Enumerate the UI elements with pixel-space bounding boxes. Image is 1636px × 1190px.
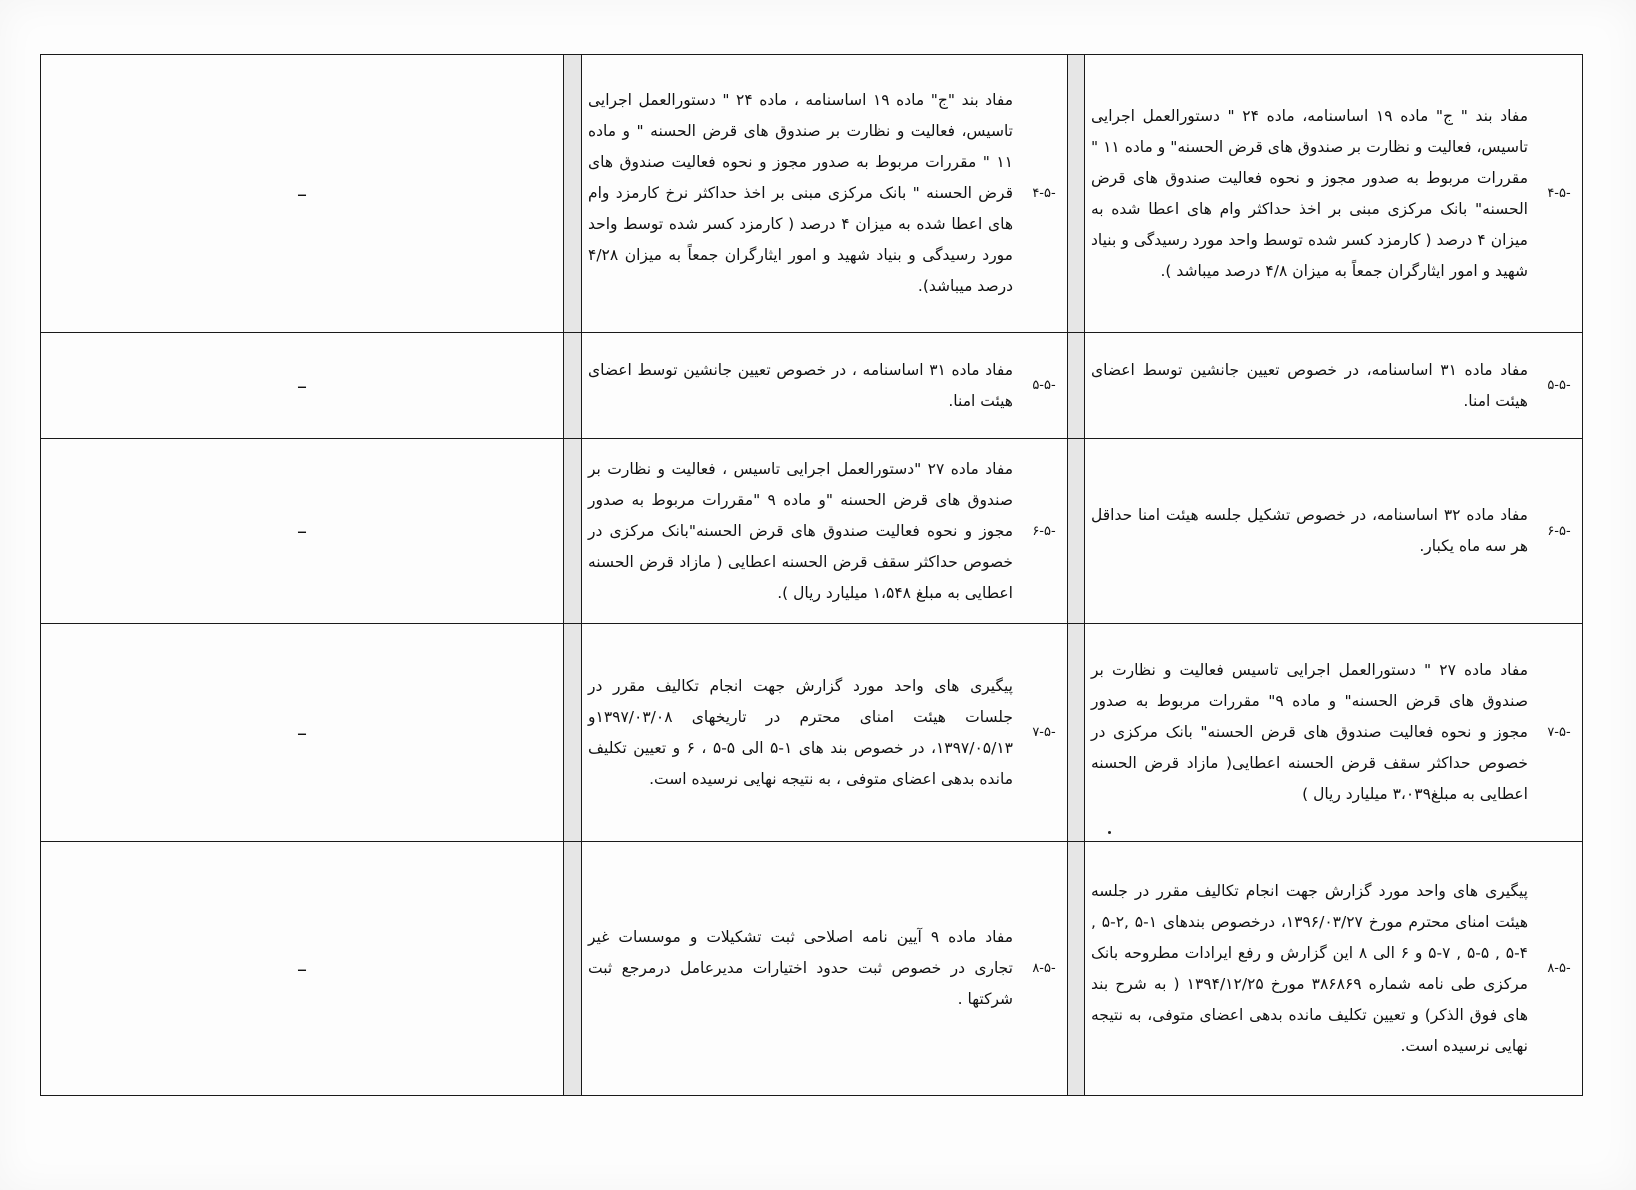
item-number: ۸-۵- xyxy=(1032,961,1056,977)
table-row xyxy=(41,623,1583,841)
finding-text: مفاد ماده ۳۱ اساسنامه، در خصوص تعیین جانشین توسط اعضای هیئت امنا. xyxy=(1091,360,1529,410)
item-number: ۴-۵- xyxy=(1032,186,1056,202)
scan-speck xyxy=(1108,831,1111,834)
finding-text: مفاد بند " ج" ماده ۱۹ اساسنامه، ماده ۲۴ " دستورالعمل اجرایی تاسیس، فعالیت و نظارت بر صندوق های قرض الحسنه" و ماده ۱۱ " مقررات مربوط به صدور مجوز و نحوه فعالیت صندوق های قرض الحسنه" بانک مرکزی مبنی بر اخذ حداکثر وام های اعطا شده به میزان ۴ درصد ( کارمزد کسر شده توسط واحد مورد رسیدگی و بنیاد شهید و امور ایثارگران جمعاً به میزان ۴/۸ درصد میباشد ). xyxy=(1091,106,1528,280)
followup-cell xyxy=(582,55,1068,333)
column-separator xyxy=(1068,333,1085,439)
followup-cell xyxy=(582,333,1068,439)
item-number: ۵-۵- xyxy=(1032,378,1056,394)
item-number: ۶-۵- xyxy=(1032,523,1056,539)
column-separator xyxy=(1068,842,1085,1096)
table-row xyxy=(41,842,1583,1096)
table-row xyxy=(41,55,1583,333)
column-separator xyxy=(564,623,582,841)
empty-dash: – xyxy=(297,956,307,981)
finding-text: مفاد ماده ۲۷ " دستورالعمل اجرایی تاسیس فعالیت و نظارت بر صندوق های قرض الحسنه" و ماده ۹" مقررات مربوط به صدور مجوز و نحوه فعالیت صندوق های قرض الحسنه" بانک مرکزی در خصوص حداکثر سقف قرض الحسنه اعطایی( مازاد قرض الحسنه اعطایی به مبلغ۳،۰۳۹ میلیارد ریال ) xyxy=(1091,661,1528,803)
item-number: ۷-۵- xyxy=(1032,725,1056,740)
followup-cell xyxy=(582,623,1068,841)
column-separator xyxy=(564,333,582,439)
finding-cell xyxy=(1085,333,1583,439)
followup-text: پیگیری های واحد مورد گزارش جهت انجام تکالیف مقرر در جلسات هیئت امنای محترم در تاریخهای ۱۳۹۷/۰۳/۰۸و ۱۳۹۷/۰۵/۱۳، در خصوص بند های ۱-۵ الی ۵-۵ ، ۶ و تعیین تکلیف مانده بدهی اعضای متوفی ، به نتیجه نهایی نرسیده است. xyxy=(588,676,1013,788)
finding-cell xyxy=(1085,439,1583,624)
column-separator xyxy=(564,55,582,333)
remarks-cell xyxy=(41,333,564,439)
followup-text: مفاد ماده ۲۷ "دستورالعمل اجرایی تاسیس ، فعالیت و نظارت بر صندوق های قرض الحسنه "و ماده ۹ "مقررات مربوط به صدور مجوز و نحوه فعالیت صندوق های قرض الحسنه"بانک مرکزی در خصوص حداکثر سقف قرض الحسنه اعطایی ( مازاد قرض الحسنه اعطایی به مبلغ ۱،۵۴۸ میلیارد ریال ). xyxy=(588,459,1013,602)
table-row xyxy=(41,333,1583,439)
column-separator xyxy=(1068,623,1085,841)
finding-cell xyxy=(1085,842,1583,1096)
item-number: ۴-۵- xyxy=(1547,186,1571,202)
findings-table xyxy=(40,54,1583,1096)
finding-cell xyxy=(1085,623,1583,841)
finding-cell xyxy=(1085,55,1583,333)
column-separator xyxy=(1068,55,1085,333)
table-row xyxy=(41,439,1583,624)
column-separator xyxy=(1068,439,1085,624)
item-number: ۶-۵- xyxy=(1547,523,1571,539)
empty-dash: – xyxy=(297,720,307,745)
followup-text: مفاد ماده ۳۱ اساسنامه ، در خصوص تعیین جانشین توسط اعضای هیئت امنا. xyxy=(588,360,1013,410)
item-number: ۸-۵- xyxy=(1547,961,1571,977)
column-separator xyxy=(564,439,582,624)
remarks-cell xyxy=(41,55,564,333)
item-number: ۵-۵- xyxy=(1547,378,1571,394)
remarks-cell xyxy=(41,623,564,841)
finding-text: پیگیری های واحد مورد گزارش جهت انجام تکالیف مقرر در جلسه هیئت امنای محترم مورخ ۱۳۹۶/۰۳/۲۷، درخصوص بندهای ۱-۵ ,۲-۵ , ۴-۵ , ۵-۵ , ۷-۵ و ۶ الی ۸ این گزارش و رفع ایرادات مطروحه بانک مرکزی طی نامه شماره ۳۸۶۸۶۹ مورخ ۱۳۹۴/۱۲/۲۵ ( به شرح بند های فوق الذکر) و تعیین تکلیف مانده بدهی اعضای متوفی، به نتیجه نهایی نرسیده است. xyxy=(1091,881,1528,1055)
empty-dash: – xyxy=(297,373,307,398)
empty-dash: – xyxy=(297,181,307,206)
followup-cell xyxy=(582,842,1068,1096)
empty-dash: – xyxy=(297,519,307,544)
followup-text: مفاد ماده ۹ آیین نامه اصلاحی ثبت تشکیلات و موسسات غیر تجاری در خصوص ثبت حدود اختیارات مدیرعامل درمرجع ثبت شرکتها . xyxy=(588,928,1013,1009)
column-separator xyxy=(564,842,582,1096)
followup-cell xyxy=(582,439,1068,624)
item-number: ۷-۵- xyxy=(1547,725,1571,740)
remarks-cell xyxy=(41,439,564,624)
followup-text: مفاد بند "ج" ماده ۱۹ اساسنامه ، ماده ۲۴ " دستورالعمل اجرایی تاسیس، فعالیت و نظارت بر صندوق های قرض الحسنه " و ماده ۱۱ " مقررات مربوط به صدور مجوز و نحوه فعالیت صندوق های قرض الحسنه " بانک مرکزی مبنی بر اخذ حداکثر نرخ کارمزد وام های اعطا شده به میزان ۴ درصد ( کارمزد کسر شده توسط واحد مورد رسیدگی و بنیاد شهید و امور ایثارگران جمعاً به میزان ۴/۲۸ درصد میباشد). xyxy=(588,91,1014,296)
finding-text: مفاد ماده ۳۲ اساسنامه، در خصوص تشکیل جلسه هیئت امنا حداقل هر سه ماه یکبار. xyxy=(1091,506,1528,556)
remarks-cell xyxy=(41,842,564,1096)
